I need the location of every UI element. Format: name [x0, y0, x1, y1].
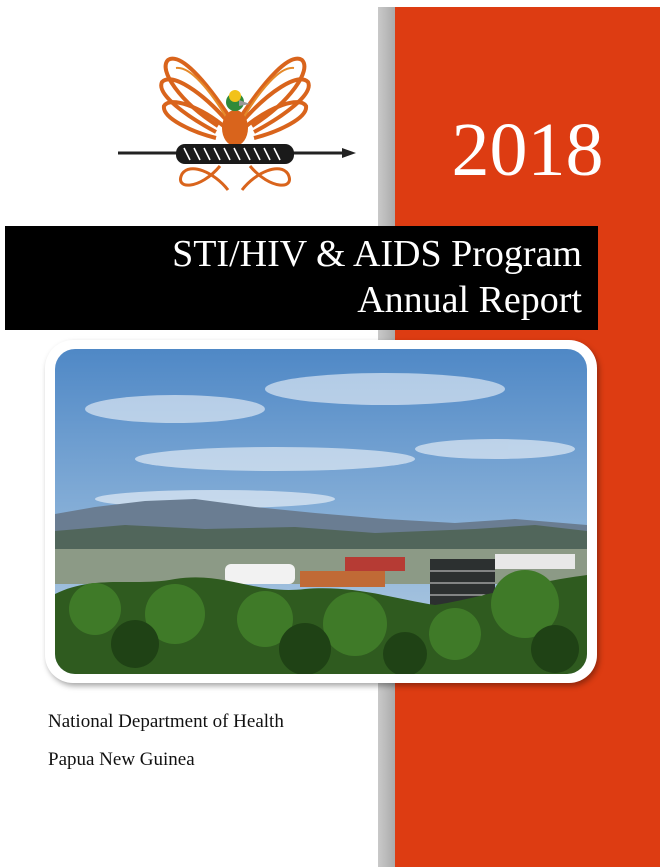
city-landscape-photo: [55, 349, 587, 674]
report-year: 2018: [451, 108, 604, 192]
report-title-line-2: Annual Report: [357, 279, 582, 321]
bird-of-paradise-emblem: [110, 40, 360, 200]
title-band: [5, 226, 598, 330]
report-title-line-1: STI/HIV & AIDS Program: [172, 233, 582, 275]
cover-photo-frame: [45, 340, 597, 683]
organization-name: National Department of Health: [48, 711, 284, 732]
country-name: Papua New Guinea: [48, 749, 195, 770]
